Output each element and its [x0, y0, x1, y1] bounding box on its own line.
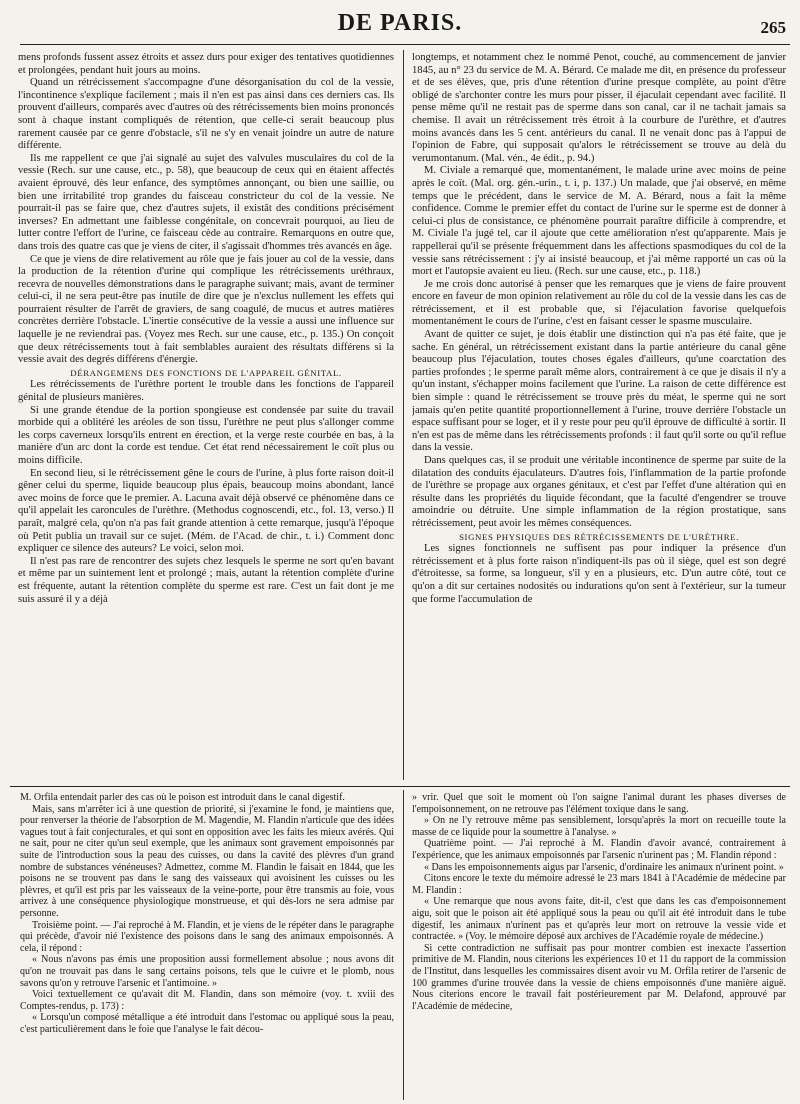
paragraph: Les signes fonctionnels ne suffisent pas pour indiquer la présence d'un rétrécissement et à plus forte raison n'indiquent-ils pas où il siège, quel est son degré d'étroitesse, sa forme, sa longueur, s'il y en a plusieurs, etc. D'un autre côté, tout ce qu'on a dit sur certaines nodosités ou indurations qu'on sent à l'extérieur, sur la tumeur que forme l'accumulation de	[412, 543, 786, 605]
paragraph: Quatrième point. — J'ai reproché à M. Flandin d'avoir avancé, contrairement à l'expérience, que les animaux empoisonnés par l'arsenic n'urinent pas ; M. Flandin répond :	[412, 838, 786, 861]
paragraph: Troisième point. — J'ai reproché à M. Flandin, et je viens de le répéter dans le paragraphe qui précède, d'avoir nié l'existence des poisons dans le sang des animaux empoisonnés. A cela, il répond :	[20, 919, 394, 954]
paragraph: « Une remarque que nous avons faite, dit-il, c'est que dans les cas d'empoisonnement aigu, soit que le poison ait été appliqué sous la peau ou qu'il ait été introduit dans le tube digestif, les animaux n'urinent pas et qu'après leur mort on retrouve la vessie vide et contractée. » (Voy. le mémoire déposé aux archives de l'Académie royale de médecine.)	[412, 896, 786, 943]
paragraph: » vrir. Quel que soit le moment où l'on saigne l'animal durant les phases diverses de l'empoisonnement, on ne retrouve pas l'élément toxique dans le sang.	[412, 792, 786, 815]
paragraph: » On ne l'y retrouve même pas sensiblement, lorsqu'après la mort on recueille toute la masse de ce liquide pour la soumettre à l'analyse. »	[412, 815, 786, 838]
bottom-right-column	[412, 792, 786, 1100]
paragraph: Les rétrécissements de l'urèthre portent le trouble dans les fonctions de l'appareil génital de plusieurs manières.	[18, 379, 394, 404]
paragraph: Il n'est pas rare de rencontrer des sujets chez lesquels le sperme ne sort qu'en bavant et même par un suintement lent et prolongé ; mais, autant la rétention complète d'urine est fréquente, autant la rétention complète du sperme est rare. C'est un fait dont je me suis assuré il y a déjà	[18, 555, 394, 605]
paragraph: Dans quelques cas, il se produit une véritable incontinence de sperme par suite de la dilatation des conduits éjaculateurs. D'autres fois, l'inflammation de la partie profonde de l'urèthre se propage aux organes génitaux, et c'est par l'effet d'une altération qui en résulte dans les propriétés du liquide fécondant, que la faculté d'engendrer se trouve amoindrie ou détruite. Une simple inflammation de la région prostatique, sans rétrécissement, peut avoir les mêmes conséquences.	[412, 455, 786, 529]
paragraph: En second lieu, si le rétrécissement gêne le cours de l'urine, à plus forte raison doit-il gêner celui du sperme, liquide beaucoup plus épais, beaucoup moins abondant, lancé avec moins de force que le premier. A. Lacuna avait déjà observé ce phénomène dans ce qu'il appelait les caroncules de l'urèthre. (Methodus cognoscendi, etc., fol. 13, verso.) Il paraît, malgré cela, qu'on n'a pas fait grande attention à cette remarque, jusqu'à l'époque où Petit publia un travail sur ce sujet. (Mém. de l'Acad. de chir., t. i.) Comment donc expliquer ce silence des auteurs? Le voici, selon moi.	[18, 467, 394, 555]
paragraph: Mais, sans m'arrêter ici à une question de priorité, si j'examine le fond, je maintiens que, pour renverser la théorie de l'absorption de M. Magendie, M. Flandin n'articule que des idées vagues tout à fait conjecturales, et qui sont en opposition avec les faits les mieux avérés. Qui ne sait, pour ne citer qu'un seul exemple, que les animaux sont gravement empoisonnés par suite de l'introduction sous la peau des cuisses, ou dans la cavité des plèvres d'un grand nombre de substances vénéneuses? Admettez, comme M. Flandin le faisait en 1844, que les poisons ne se trouvent pas dans le sang des vaisseaux qui avoisinent les cuisses ou les plèvres, et qu'il est pris par les vaisseaux de la veine-porte, pour être transmis au foie, vous arrivez à une conséquence physiologique monstrueuse, et qui dès-lors ne sera admise par personne.	[20, 803, 394, 919]
paragraph: Ils me rappellent ce que j'ai signalé au sujet des valvules musculaires du col de la vessie (Rech. sur une cause, etc., p. 58), que beaucoup de ceux qui en étaient affectés avaient éprouvé, dès leur enfance, des symptômes annonçant, ou bien une saillie, ou bien une irritabilité trop grandes du faisceau constricteur du col de la vessie. Ne pourrait-il pas se faire que, chez d'autres sujets, il existât des conditions précisément inverses? En admettant une faiblesse congénitale, on concevrait pourquoi, au lieu de lutter contre l'effort de l'urine, ce faisceau cède au contraire. Remarquons en outre que, dans trois des quatre cas que je viens de citer, il s'agissait d'hommes très avancés en âge.	[18, 152, 394, 252]
section-heading: DÉRANGEMENS DES FONCTIONS DE L'APPAREIL GÉNITAL.	[70, 367, 342, 378]
running-title: DE PARIS.	[337, 10, 463, 36]
paragraph: « Dans les empoisonnements aigus par l'arsenic, d'ordinaire les animaux n'urinent point. »	[424, 861, 784, 873]
paragraph: Avant de quitter ce sujet, je dois établir une distinction qui n'a pas été faite, que je sache. En général, un rétrécissement existant dans la partie antérieure du canal gêne beaucoup plus l'éjaculation, toutes choses égales d'ailleurs, qu'une coarctation des parties profondes ; le sperme paraît même alors, contrairement à ce que je disais il n'y a qu'un instant, s'échapper moins facilement que l'urine. La raison de cette différence est bien simple : quand le rétrécissement se trouve près du méat, le sperme qui ne sort jamais qu'en petite quantité proportionnellement à l'urine, trouve derrière l'obstacle un espace suffisant pour se loger, et il y reste pour peu qu'il éprouve de difficulté à sortir. Il n'en est pas de même dans les rétrécissements profonds : il faut qu'il sorte ou qu'il reflue dans la vessie.	[412, 329, 786, 454]
paragraph: mens profonds fussent assez étroits et assez durs pour exiger des tentatives quotidiennes et prolongées, pendant huit jours au moins.	[18, 52, 394, 76]
feuilleton-rule	[10, 786, 790, 787]
page-number: 265	[760, 18, 786, 37]
column-divider	[403, 50, 404, 780]
left-column	[18, 52, 394, 782]
paragraph: longtemps, et notamment chez le nommé Penot, couché, au commencement de janvier 1845, au n° 23 du service de M. A. Bérard. Ce malade me dit, en présence du professeur et de ses élèves, que, pris d'une rétention d'urine presque complète, au point d'être obligé de s'archonter contre les murs pour pisser, il éjaculait cependant avec facilité. Il pense même qu'il ne restait pas de sperme dans son canal, car il ne tachait jamais sa chemise. Il avait un rétrécissement très étroit à la courbure de l'urèthre, et d'autres moins avancés dans les 5 cent. antérieurs du canal. Il ne venait donc pas à l'appui de l'opinion de Fabre, qui supposait qu'alors le rétrécissement se trouve au delà du verumontanum. (Mal. vén., 4e édit., p. 94.)	[412, 52, 786, 164]
paragraph: Voici textuellement ce qu'avait dit M. Flandin, dans son mémoire (voy. t. xviii des Comptes-rendus, p. 173) :	[20, 989, 394, 1012]
right-column	[412, 52, 786, 782]
bottom-left-column	[20, 792, 394, 1100]
paragraph: « Nous n'avons pas émis une proposition aussi formellement absolue ; nous avons dit qu'on ne trouvait pas dans le sang certains poisons, tels que le cuivre et le plomb, nous savons qu'on y retrouve l'arsenic et l'antimoine. »	[20, 954, 394, 989]
section-heading: SIGNES PHYSIQUES DES RÉTRÉCISSEMENTS DE L'URÈTHRE.	[459, 531, 739, 542]
paragraph: Si une grande étendue de la portion spongieuse est condensée par suite du travail morbide qui a oblitéré les aréoles de son tissu, l'urèthre ne peut plus s'allonger comme les corps caverneux lorsqu'ils entrent en érection, et la verge reste courbée en bas, à la manière d'un arc dont la corde est tendue. Cet état rend nécessairement le coït plus ou moins difficile.	[18, 404, 394, 466]
paragraph: Quand un rétrécissement s'accompagne d'une désorganisation du col de la vessie, l'incontinence s'explique facilement ; mais il n'en est pas ainsi dans ces derniers cas. Ils prouvent d'ailleurs, comparés avec d'autres où des rétrécissements bien moins prononcés sont à chaque instant compliqués de rétention, que celle-ci serait beaucoup plus rarement causée par ce genre d'obstacle, s'il ne s'y en venait joindre un autre de nature différente.	[18, 77, 394, 152]
header-rule	[20, 44, 790, 45]
paragraph: Citons encore le texte du mémoire adressé le 23 mars 1841 à l'Académie de médecine par M. Flandin :	[412, 873, 786, 896]
paragraph: M. Orfila entendait parler des cas où le poison est introduit dans le canal digestif.	[20, 792, 345, 803]
paragraph: M. Civiale a remarqué que, momentanément, le malade urine avec moins de peine après le coït. (Mal. org. gén.-urin., t. i, p. 137.) Un malade, que j'ai observé, en même temps que le précédent, dans le service de M. A. Bérard, nous a fait la même confidence. Comme le premier effet du contact de l'urine sur le sperme est de donner à celui-ci plus de consistance, ce phénomène pourrait paraître difficile à comprendre, et M. Civiale l'a jugé tel, car il ajoute que cette amélioration n'est qu'apparente. Mais je rappellerai qu'il se présente fréquemment dans les affections spasmodiques du col de la vessie sans rétrécissement : j'y ai insisté beaucoup, et j'ai même rapporté un cas où la mort et l'autopsie avaient eu lieu. (Rech. sur une cause, etc., p. 118.)	[412, 165, 786, 278]
paragraph: Je me crois donc autorisé à penser que les remarques que je viens de faire prouvent encore en faveur de mon opinion relativement au rôle du col de la vessie dans les cas de rétrécissement, et il est probable que, si l'éjaculation favorise quelquefois momentanément le cours de l'urine, c'est en faisant cesser le spasme musculaire.	[412, 278, 786, 328]
paragraph: Ce que je viens de dire relativement au rôle que je fais jouer au col de la vessie, dans la production de la rétention d'urine qui complique les rétrécissements uréthraux, recevra de nouvelles démonstrations dans le paragraphe suivant; mais, avant de terminer celui-ci, il ne sera peut-être pas inutile de dire que je n'exclus nullement les effets qui pourraient résulter de l'arrêt de graviers, de sang coagulé, de mucus et autres matières concrètes derrière l'obstacle. L'inertie consécutive de la vessie a aussi une influence sur laquelle je ne reviendrai pas. (Voyez mes Rech. sur une cause, etc., p. 135.) On conçoit que deux rétrécissements tout à fait semblables auraient des résultats différens si la vessie avait des degrés différens d'énergie.	[18, 253, 394, 366]
column-divider	[403, 790, 404, 1100]
paragraph: Si cette contradiction ne suffisait pas pour montrer combien est inexacte l'assertion primitive de M. Flandin, nous citerions les expériences 10 et 11 du rapport de la commission de l'Institut, dans lesquelles les commissaires disent avoir vu M. Orfila retirer de l'arsenic de 100 grammes d'urine trouvée dans la vessie de chiens empoisonnés d'une manière aiguë. Nous citerions encore le travail fait postérieurement par M. Delafond, approuvé par l'Académie de médecine,	[412, 942, 786, 1012]
paragraph: « Lorsqu'un composé métallique a été introduit dans l'estomac ou appliqué sous la peau, c'est particulièrement dans le foie que l'analyse le fait décou-	[20, 1012, 394, 1035]
